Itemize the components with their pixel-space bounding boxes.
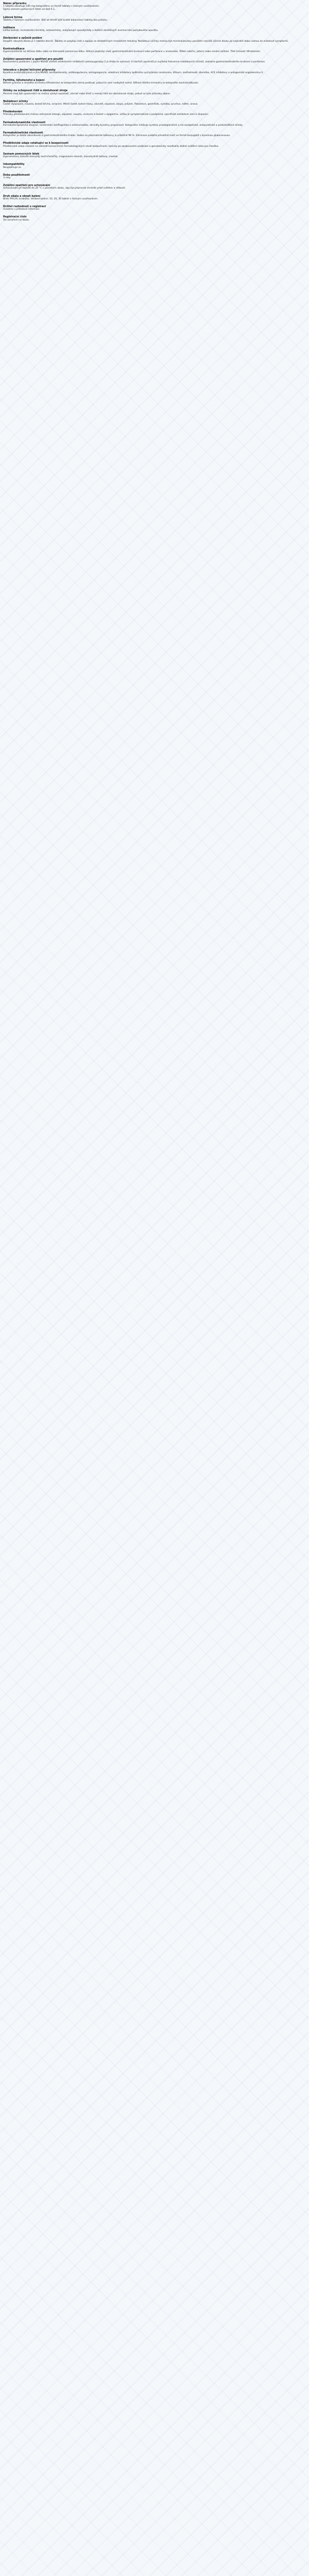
section — [3, 37, 306, 43]
section-body: Současnému podávání s jinými NSAID včetně selektivních inhibitorů cyklooxygenázy-2 je třeba se vyhnout. U starších pacientů je zvýšená frekvence nežádoucích účinků, zejména gastrointestinálního krvácení a perforace. — [3, 61, 266, 64]
section-body: Kyselina acetylsalicylová a jiná NSAID, kortikosteroidy, antikoagulancia, antiagregancia, selektivní inhibitory zpětného vychytávání serotoninu, lithium, methotrexát, diuretika, ACE inhibitory a antagonisté angiotenzinu II. — [3, 71, 264, 74]
section-heading: Farmakokinetické vlastnosti — [3, 131, 43, 135]
section-heading: Indikace — [3, 26, 15, 30]
section-heading: Zvláštní upozornění a opatření pro použití — [3, 58, 63, 61]
intro-line: Úplný seznam pomocných látek viz bod 6.1. — [3, 8, 56, 11]
section-heading: Léková forma — [3, 15, 23, 19]
section — [3, 47, 306, 54]
document-content — [0, 0, 309, 222]
section — [3, 58, 306, 64]
section-body: Uvedeno v příbalové informaci. — [3, 208, 40, 211]
section — [3, 26, 306, 32]
section — [3, 16, 306, 22]
section — [3, 152, 306, 159]
section — [3, 184, 306, 190]
section-heading: Zvláštní opatření pro uchovávání — [3, 184, 50, 188]
section-body: Dospělí: obvyklá dávka je 1 tableta denně. Tablety se polykají celé a zapíjejí se dostatečným množstvím tekutiny. Nežádoucí účinky mohou být minimalizovány použitím nejnižší účinné dávky po nejkratší dobu nutnou ke zvládnutí symptomů. — [3, 40, 289, 43]
section — [3, 142, 306, 148]
section-body: Blistr PVC/Al, krabička. Velikost balení: 10, 20, 30 tablet s řízeným uvolňováním. — [3, 197, 98, 200]
section-body: Během prvního a druhého trimestru těhotenství se ketoprofen nemá podávat, pokud to není nezbytně nutné. Během třetího trimestru je ketoprofen kontraindikován. — [3, 82, 199, 85]
section-heading: Registrační číslo — [3, 215, 27, 219]
section — [3, 121, 306, 127]
document-title-block — [3, 2, 306, 12]
section-body: Příznaky předávkování mohou zahrnovat letargii, ospalost, nauzeu, zvracení a bolest v epigastriu. Léčba je symptomatická a podpůrná; specifické antidotum není k dispozici. — [3, 113, 209, 116]
document-title: Název přípravku — [3, 2, 27, 5]
section — [3, 79, 306, 85]
section-heading: Dávkování a způsob podání — [3, 37, 42, 40]
section-body: Hypromelosa, koloidní bezvodý oxid křemičitý, magnesium-stearát, monohydrát laktosy, mastek. — [3, 156, 118, 159]
section-heading: Fertilita, těhotenství a kojení — [3, 79, 45, 82]
section — [3, 100, 306, 106]
section — [3, 131, 306, 138]
section-body: Viz označení na obalu. — [3, 218, 30, 222]
section-body: Ketoprofen je dobře absorbován z gastrointestinálního traktu. Vazba na plazmatické bílkoviny je přibližně 99 %. Eliminace probíhá převážně močí ve formě konjugátů s kyselinou glukuronovou. — [3, 134, 231, 138]
section — [3, 215, 306, 222]
section-body: Tableta s řízeným uvolňováním. Bílé až téměř bílé kulaté bikonvexní tablety bez potisku. — [3, 19, 108, 22]
section-heading: Seznam pomocných látek — [3, 152, 40, 156]
section-body: Farmakoterapeutická skupina: nesteroidní antiflogistika a antirevmatika, deriváty kyseliny propionové. Ketoprofen inhibuje syntézu prostaglandinů a má analgetické, antipyretické a protizánětlivé účinky. — [3, 124, 243, 127]
section — [3, 195, 306, 201]
section-heading: Druh obalu a obsah balení — [3, 194, 41, 198]
section-heading: Kontraindikace — [3, 47, 25, 50]
section — [3, 163, 306, 169]
section-body: Časté: dyspepsie, nauzea, bolest břicha, zvracení. Méně časté: bolest hlavy, závratě, ospalost, zácpa, průjem, flatulence, gastritida, vyrážka, pruritus, edém, únava. — [3, 103, 198, 106]
section — [3, 69, 306, 75]
section-body: Předklinické údaje získané na základě konvenčních farmakologických studií bezpečnosti, toxicity po opakovaném podávání a genotoxicity neodhalily žádné zvláštní riziko pro člověka. — [3, 145, 219, 148]
section-body: 3 roky. — [3, 176, 11, 179]
section-heading: Předklinické údaje vztahující se k bezpečnosti — [3, 142, 68, 145]
section-heading: Interakce s jinými léčivými přípravky — [3, 68, 56, 72]
section-body: Hypersenzitivita na léčivou látku nebo na kteroukoli pomocnou látku. Aktivní peptický vřed, gastrointestinální krvácení nebo perforace v anamnéze. Těžké srdeční, jaterní nebo renální selhání. Třetí trimestr těhotenství. — [3, 50, 261, 54]
section-body: Uchovávejte při teplotě do 25 °C v původním obalu, aby byl přípravek chráněn před světlem a vlhkostí. — [3, 187, 126, 190]
section-heading: Držitel rozhodnutí o registraci — [3, 205, 46, 208]
section-heading: Nežádoucí účinky — [3, 99, 28, 103]
section-heading: Účinky na schopnost řídit a obsluhovat stroje — [3, 89, 68, 93]
section — [3, 110, 306, 116]
section-heading: Farmakodynamické vlastnosti — [3, 121, 46, 124]
section-body: Pacienti mají být upozorněni na možný výskyt ospalosti, závratí nebo křečí a nemají řídit ani obsluhovat stroje, pokud se tyto příznaky objeví. — [3, 92, 171, 95]
section-body: Neuplatňuje se. — [3, 166, 22, 169]
section-heading: Předávkování — [3, 110, 23, 114]
section-heading: Inkompatibility — [3, 163, 25, 166]
intro-line: 1 tableta obsahuje 100 mg ketoprofenu ve formě tablety s řízeným uvolňováním. — [3, 5, 100, 8]
section — [3, 89, 306, 95]
section — [3, 174, 306, 180]
section — [3, 205, 306, 211]
section-body: Léčba bolesti, revmatoidní artritidy, osteoartrózy, ankylozující spondylitidy a dalších zánětlivých onemocnění pohybového aparátu. — [3, 29, 159, 32]
section-heading: Doba použitelnosti — [3, 173, 30, 177]
